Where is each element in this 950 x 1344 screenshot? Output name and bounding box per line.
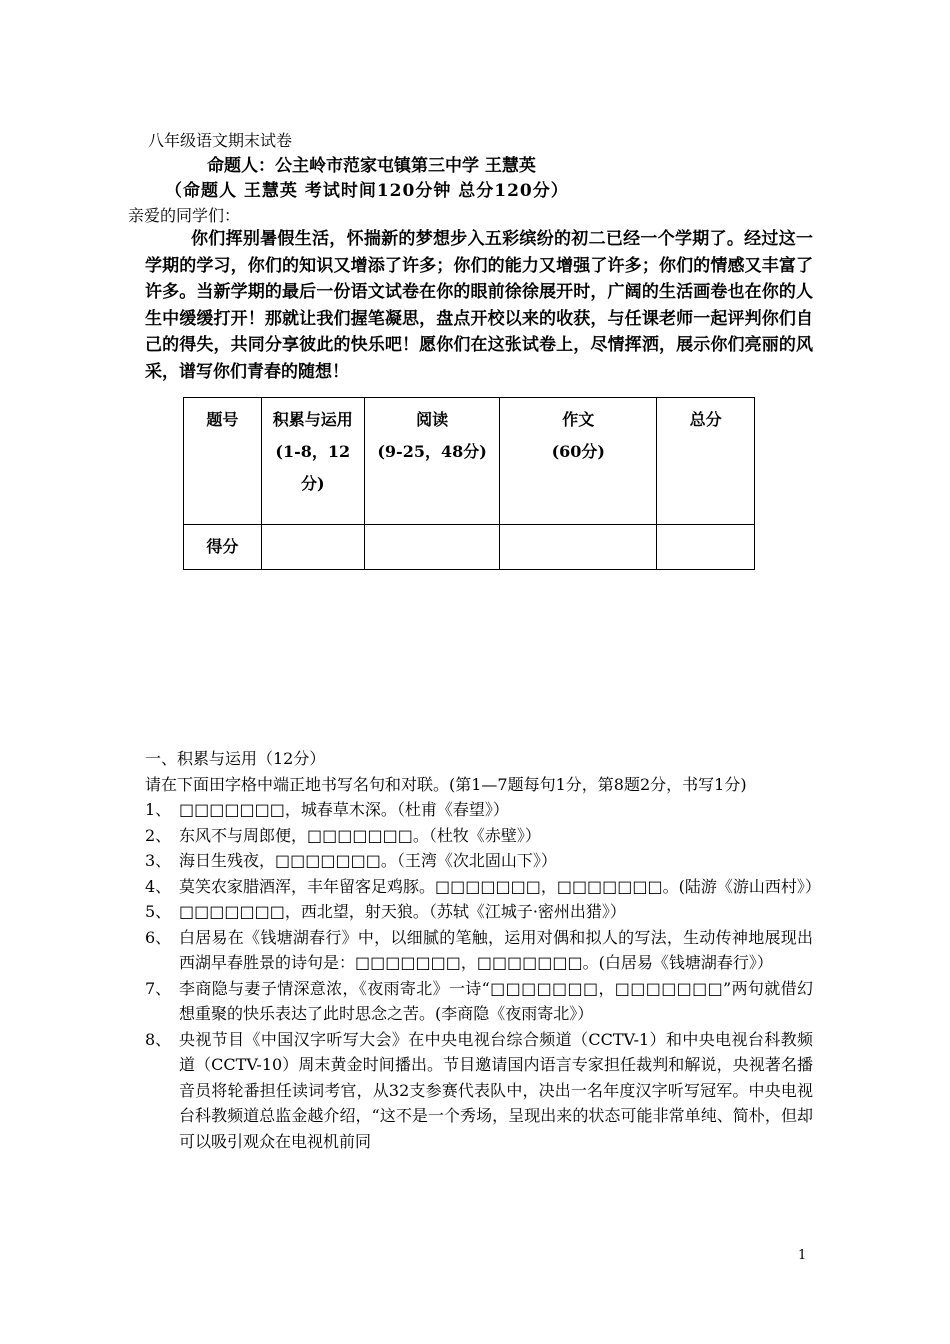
score-table-header-row bbox=[184, 398, 755, 525]
header-cell-total bbox=[657, 398, 755, 525]
header-points: (60分) bbox=[551, 442, 606, 461]
page-number: 1 bbox=[798, 1248, 807, 1263]
score-row-label: 得分 bbox=[184, 525, 262, 570]
question-number: 7、 bbox=[145, 978, 172, 998]
header-cell-composition bbox=[500, 398, 657, 525]
header-cell-accumulation bbox=[261, 398, 364, 525]
question-number: 3、 bbox=[145, 851, 172, 870]
question-item bbox=[145, 1027, 813, 1155]
question-text: 白居易在《钱塘湖春行》中，以细腻的笔触，运用对偶和拟人的写法，生动传神地展现出西湖早春胜景的诗句是：□□□□□□□，□□□□□□□。(白居易《钱塘湖春行》） bbox=[179, 927, 813, 972]
header-label: 作文 bbox=[562, 410, 595, 429]
question-setter: 命题人：公主岭市范家屯镇第三中学 王慧英 bbox=[207, 156, 536, 176]
question-number: 5、 bbox=[145, 902, 172, 921]
header-points: (1-8，12分) bbox=[275, 442, 351, 493]
header-cell-reading bbox=[364, 398, 500, 525]
section-accumulation bbox=[145, 746, 821, 1154]
question-number: 6、 bbox=[145, 927, 172, 947]
header-label: 总分 bbox=[689, 410, 722, 429]
score-cell-composition[interactable] bbox=[500, 525, 657, 570]
score-cell-reading[interactable] bbox=[364, 525, 500, 570]
intro-paragraph: 你们挥别暑假生活，怀揣新的梦想步入五彩缤纷的初二已经一个学期了。经过这一学期的学习，你们的知识又增添了许多；你们的能力又增强了许多；你们的情感又丰富了许多。当新学期的最后一份语文试卷在你的眼前徐徐展开时，广阔的生活画卷也在你的人生中缓缓打开！那就让我们握笔凝思，盘点开校以来的收获，与任课老师一起评判你们自己的得失，共同分享彼此的快乐吧！愿你们在这张试卷上，尽情挥洒，展示你们亮丽的风采，谱写你们青春的随想！ bbox=[145, 229, 813, 382]
question-number: 4、 bbox=[145, 876, 172, 896]
question-item bbox=[145, 925, 813, 976]
section-heading: 一、积累与运用（12分） bbox=[145, 749, 326, 768]
question-item bbox=[145, 874, 821, 900]
header-points: (9-25，48分) bbox=[377, 442, 487, 461]
exam-info: （命题人 王慧英 考试时间120分钟 总分120分） bbox=[165, 181, 569, 201]
question-text: 央视节目《中国汉字听写大会》在中央电视台综合频道（CCTV-1）和中央电视台科教频道（CCTV-10）周末黄金时间播出。节目邀请国内语言专家担任裁判和解说，央视著名播音员将轮番担任读词考官，从32支参赛代表队中，决出一名年度汉字听写冠军。中央电视台科教频道总监金越介绍，“这不是一个秀场，呈现出来的状态可能非常单纯、简朴，但却可以吸引观众在电视机前同 bbox=[179, 1029, 813, 1151]
question-item bbox=[145, 976, 813, 1027]
question-item bbox=[145, 848, 813, 874]
question-number: 2、 bbox=[145, 825, 172, 845]
score-table-score-row bbox=[184, 525, 755, 570]
question-text: 莫笑农家腊酒浑，丰年留客足鸡豚。□□□□□□□，□□□□□□□。(陆游《游山西村》） bbox=[179, 876, 821, 896]
header-label: 题号 bbox=[206, 410, 239, 429]
header-label: 阅读 bbox=[416, 410, 449, 429]
question-text: □□□□□□□，西北望，射天狼。（苏轼《江城子·密州出猎》） bbox=[179, 902, 626, 921]
score-cell-accumulation[interactable] bbox=[261, 525, 364, 570]
exam-title: 八年级语文期末试卷 bbox=[148, 131, 293, 150]
question-text: 海日生残夜，□□□□□□□。（王湾《次北固山下》） bbox=[179, 851, 557, 870]
question-item bbox=[145, 797, 813, 823]
question-text: 李商隐与妻子情深意浓，《夜雨寄北》一诗“□□□□□□□，□□□□□□□”两句就借幻想重聚的快乐表达了此时思念之苦。(李商隐《夜雨寄北》） bbox=[179, 978, 813, 1023]
score-table bbox=[183, 397, 755, 570]
question-number: 1、 bbox=[145, 800, 172, 819]
question-item bbox=[145, 899, 813, 925]
section-instruction: 请在下面田字格中端正地书写名句和对联。(第1—7题每句1分，第8题2分，书写1分) bbox=[145, 774, 747, 794]
header-cell-question-number bbox=[184, 398, 262, 525]
header-label: 积累与运用 bbox=[272, 410, 353, 429]
question-text: □□□□□□□，城春草木深。（杜甫《春望》） bbox=[179, 800, 509, 819]
question-item bbox=[145, 823, 813, 849]
question-text: 东风不与周郎便，□□□□□□□。（杜牧《赤壁》） bbox=[179, 825, 541, 845]
question-number: 8、 bbox=[145, 1029, 172, 1049]
greeting: 亲爱的同学们： bbox=[128, 206, 241, 225]
score-cell-total[interactable] bbox=[657, 525, 755, 570]
